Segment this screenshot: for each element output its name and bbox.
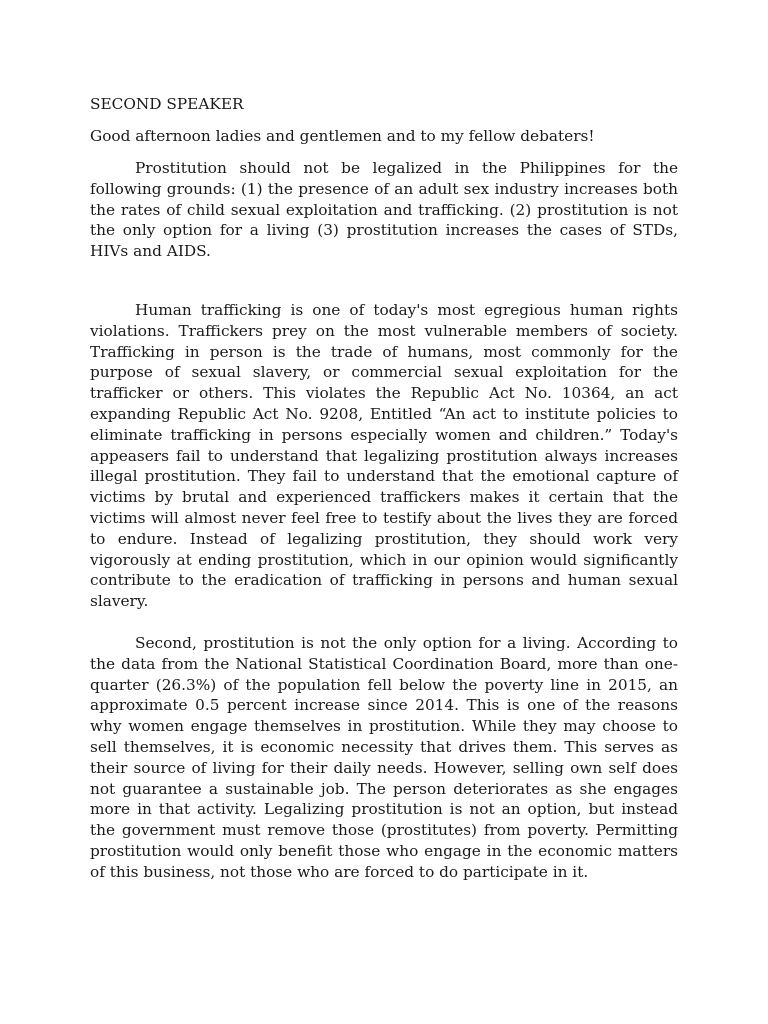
greeting-line: Good afternoon ladies and gentlemen and to my fellow debaters! <box>90 127 595 145</box>
paragraph-grounds: Prostitution should not be legalized in the Philippines for the following grounds: (1) the presence of an adult sex industry increases both the rates of child sexual exploitation and trafficking. (2) prostitution is not the only option for a living (3) prostitution increases the cases of STDs, HIVs and AIDS. <box>90 159 678 261</box>
speaker-heading: SECOND SPEAKER <box>90 95 244 113</box>
paragraph-poverty: Second, prostitution is not the only option for a living. According to the data from the National Statistical Coordination Board, more than one-quarter (26.3%) of the population fell below the poverty line in 2015, an approximate 0.5 percent increase since 2014. This is one of the reasons why women engage themselves in prostitution. While they may choose to sell themselves, it is economic necessity that drives them. This serves as their source of living for their daily needs. However, selling own self does not guarantee a sustainable job. The person deteriorates as she engages more in that activity. Legalizing prostitution is not an option, but instead the government must remove those (prostitutes) from poverty. Permitting prostitution would only benefit those who engage in the economic matters of this business, not those who are forced to do participate in it. <box>90 633 678 881</box>
paragraph-trafficking: Human trafficking is one of today's most egregious human rights violations. Traffickers prey on the most vulnerable members of society. Trafficking in person is the trade of humans, most commonly for the purpose of sexual slavery, or commercial sexual exploitation for the trafficker or others. This violates the Republic Act No. 10364, an act expanding Republic Act No. 9208, Entitled “An act to institute policies to eliminate trafficking in persons especially women and children.” Today's appeasers fail to understand that legalizing prostitution always increases illegal prostitution. They fail to understand that the emotional capture of victims by brutal and experienced traffickers makes it certain that the victims will almost never feel free to testify about the lives they are forced to endure. Instead of legalizing prostitution, they should work very vigorously at ending prostitution, which in our opinion would significantly contribute to the eradication of trafficking in persons and human sexual slavery. <box>90 300 678 611</box>
document-page <box>90 93 678 883</box>
